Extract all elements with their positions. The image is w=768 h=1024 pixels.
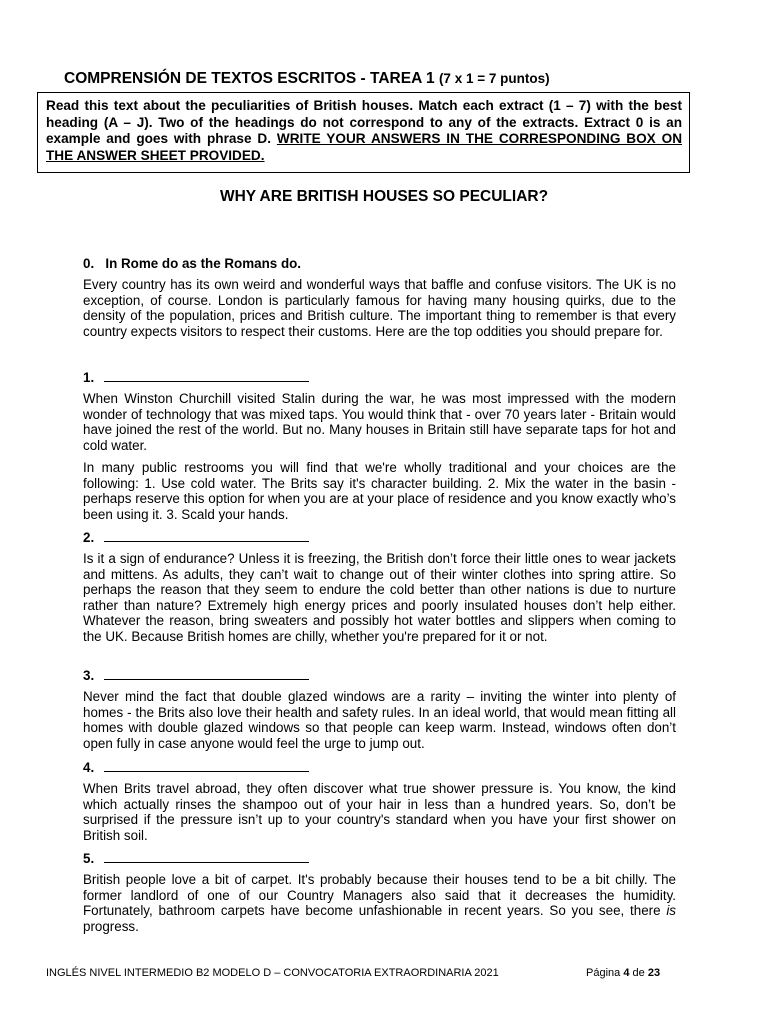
page-label: Página (586, 967, 621, 979)
item-5-text-italic: is (666, 903, 676, 919)
instructions-text: Read this text about the peculiarities of British houses. Match each extract (1 – 7) with the best heading (A – J). Two of the headings do not correspond to any of the extracts. Extract 0 is an example and goes with phrase D. (46, 98, 682, 146)
item-number: 2. (83, 530, 95, 545)
item-5-text-before: British people love a bit of carpet. It's probably because their houses tend to be a bit chilly. The former landlord of one of our Country Managers also said that it decreases the humidity. Fortunately, bathroom carpets have become unfashionable in recent years. So you see, there (83, 872, 676, 919)
item-3-paragraph: Never mind the fact that double glazed windows are a rarity – inviting the winter into plenty of homes - the Brits also love their health and safety rules. In an ideal world, that would mean fitting all homes with double glazed windows so that people can keep warm. Instead, windows often don’t open fully in case anyone would feel the urge to jump out. (83, 689, 676, 751)
item-5-heading (83, 850, 676, 868)
document-heading: WHY ARE BRITISH HOUSES SO PECULIAR? (219, 188, 549, 205)
answer-blank (104, 529, 309, 542)
answer-blank (104, 759, 309, 772)
item-2-heading (83, 529, 676, 547)
item-number: 3. (83, 668, 95, 683)
page-of: de (632, 967, 645, 979)
item-3-heading (83, 667, 676, 685)
footer-page-number (586, 967, 660, 979)
item-1-paragraph-2: In many public restrooms you will find that we're wholly traditional and your choices are the following: 1. Use cold water. The Brits say it's character building. 2. Mix the water in the basin - perhaps reserve this option for when you are at your place of residence and you know exactly who’s been using it. 3. Scald your hands. (83, 460, 676, 522)
answer-blank (104, 369, 309, 382)
instructions-box (37, 92, 690, 173)
page-title (64, 70, 550, 88)
item-number: 4. (83, 760, 95, 775)
instructions-underlined: WRITE YOUR ANSWERS IN THE CORRESPONDING BOX ON THE ANSWER SHEET PROVIDED. (46, 131, 683, 163)
answer-blank (104, 667, 309, 680)
item-0-paragraph: Every country has its own weird and wonderful ways that baffle and confuse visitors. The UK is no exception, of course. London is particularly famous for having many housing quirks, due to the density of the population, prices and British culture. The important thing to remember is that every country expects visitors to respect their customs. Here are the top oddities you should prepare for. (83, 277, 676, 339)
item-number: 0. (83, 256, 95, 271)
item-5-paragraph (83, 872, 676, 934)
page-total: 23 (647, 967, 661, 979)
item-1-paragraph-1: When Winston Churchill visited Stalin during the war, he was most impressed with the modern wonder of technology that was mixed taps. You would think that - over 70 years later - Britain would have joined the rest of the world. But no. Many houses in Britain still have separate taps for hot and cold water. (83, 391, 676, 453)
item-5-text-after: progress. (83, 918, 139, 934)
title-main: COMPRENSIÓN DE TEXTOS ESCRITOS - TAREA 1 (64, 70, 435, 87)
footer-exam-info: INGLÉS NIVEL INTERMEDIO B2 MODELO D – CONVOCATORIA EXTRAORDINARIA 2021 (46, 967, 499, 979)
item-number: 5. (83, 851, 95, 866)
item-heading-text: In Rome do as the Romans do. (105, 256, 302, 271)
title-points: (7 x 1 = 7 puntos) (438, 71, 550, 86)
page-current: 4 (623, 967, 630, 979)
item-0-heading (83, 255, 676, 273)
item-number: 1. (83, 370, 95, 385)
answer-blank (104, 850, 309, 863)
item-2-paragraph: Is it a sign of endurance? Unless it is freezing, the British don’t force their little ones to wear jackets and mittens. As adults, they can’t wait to change out of their winter clothes into spring attire. So perhaps the reason that they seem to endure the cold better than other nations is due to nurture rather than nature? Extremely high energy prices and poorly insulated houses don’t help either. Whatever the reason, bring sweaters and possibly hot water bottles and slippers when coming to the UK. Because British homes are chilly, whether you're prepared for it or not. (83, 551, 676, 644)
item-4-heading (83, 759, 676, 777)
item-1-heading (83, 369, 676, 387)
item-4-paragraph: When Brits travel abroad, they often discover what true shower pressure is. You know, the kind which actually rinses the shampoo out of your hair in less than a hundred years. So, don’t be surprised if the pressure isn’t up to your country's standard when you have your first shower on British soil. (83, 781, 676, 843)
